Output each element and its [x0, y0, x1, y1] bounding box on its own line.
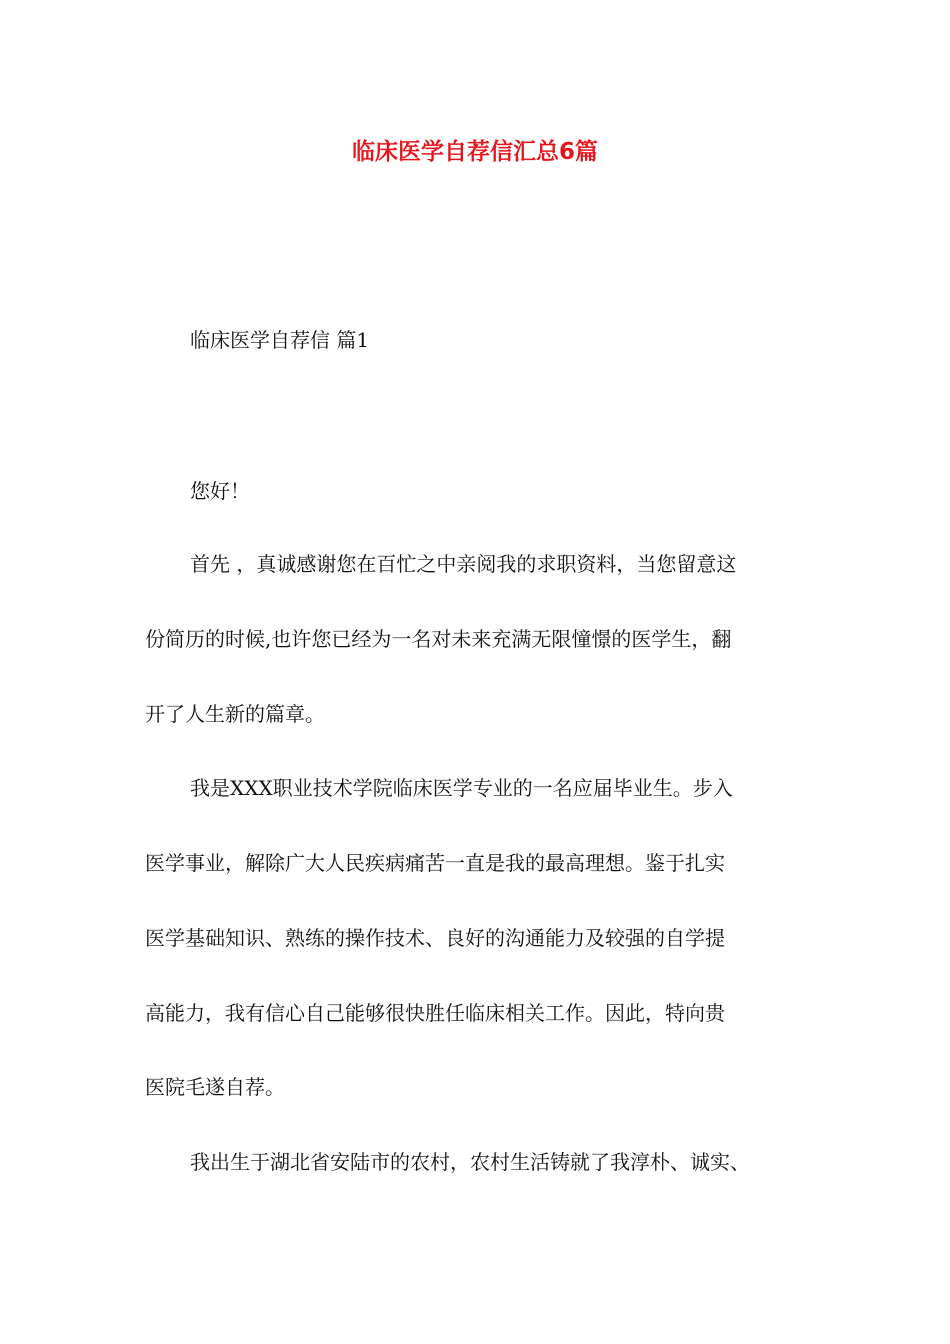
- document-title: 临床医学自荐信汇总6篇: [351, 139, 598, 165]
- paragraph-line: 高能力，我有信心自己能够很快胜任临床相关工作。因此，特向贵: [145, 1001, 725, 1025]
- paragraph-line: 医学基础知识、熟练的操作技术、良好的沟通能力及较强的自学提: [145, 926, 725, 950]
- paragraph-line: 开了人生新的篇章。: [145, 702, 325, 726]
- section-heading: 临床医学自荐信 篇1: [190, 328, 370, 352]
- paragraph-line: 我是XXX职业技术学院临床医学专业的一名应届毕业生。步入: [190, 776, 733, 800]
- paragraph-line: 医学事业，解除广大人民疾病痛苦一直是我的最高理想。鉴于扎实: [145, 851, 725, 875]
- greeting: 您好！: [190, 479, 250, 503]
- paragraph-line: 首先 ，真诚感谢您在百忙之中亲阅我的求职资料，当您留意这: [190, 552, 737, 576]
- paragraph-line: 份简历的时候,也许您已经为一名对未来充满无限憧憬的医学生，翻: [145, 627, 732, 651]
- paragraph-line: 医院毛遂自荐。: [145, 1075, 285, 1099]
- paragraph-line: 我出生于湖北省安陆市的农村，农村生活铸就了我淳朴、诚实、: [190, 1150, 750, 1174]
